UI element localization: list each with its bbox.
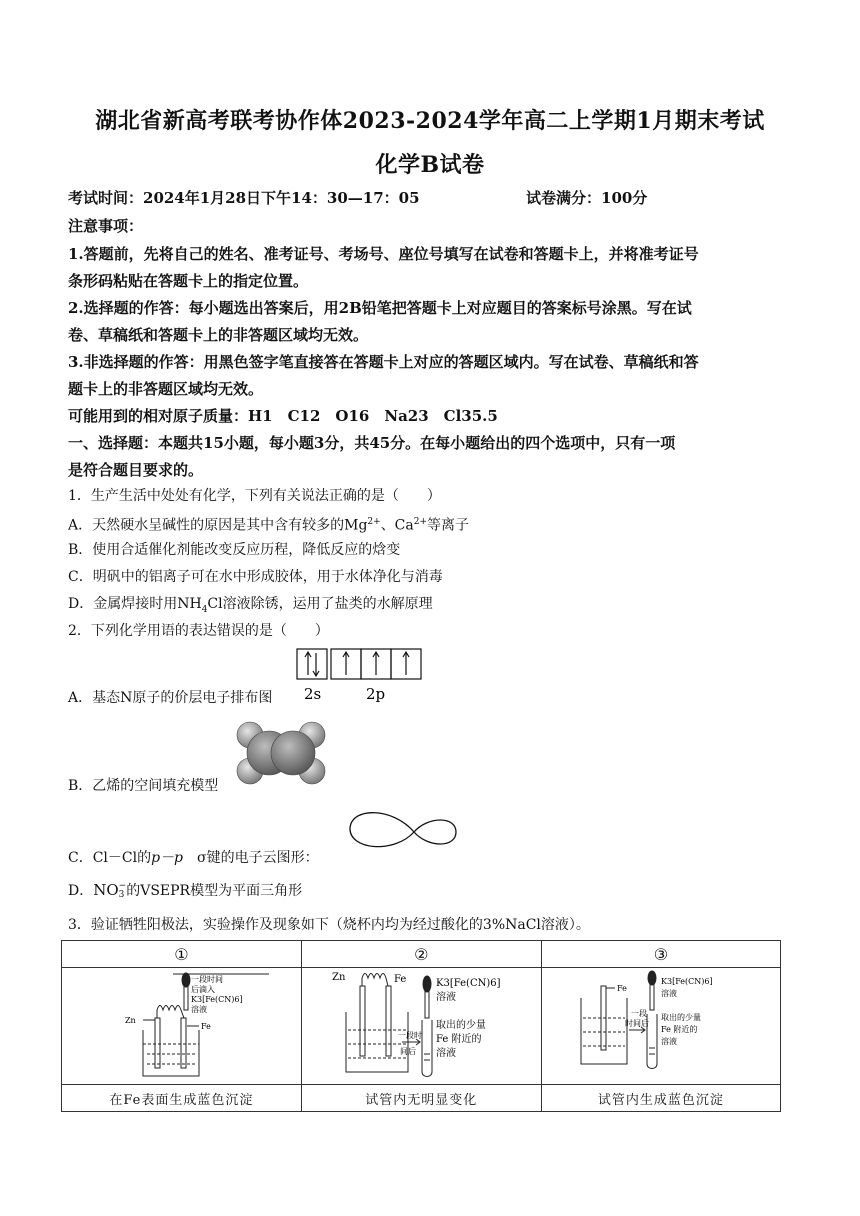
svg-text:溶液: 溶液 xyxy=(660,989,677,998)
svg-text:间后: 间后 xyxy=(400,1047,417,1056)
full-score: 试卷满分：100分 xyxy=(526,189,648,207)
svg-text:取出的少量: 取出的少量 xyxy=(436,1020,487,1031)
exam-title: 湖北省新高考联考协作体2023-2024学年高二上学期1月期末考试 xyxy=(95,108,765,134)
q2-stem: 2．下列化学用语的表达错误的是（ ） xyxy=(68,623,329,639)
experiment-3-apparatus xyxy=(571,968,751,1080)
orbital-diagram xyxy=(296,648,426,704)
svg-text:取出的少量: 取出的少量 xyxy=(660,1013,701,1022)
note-1-line-1: 1.答题前，先将自己的姓名、准考证号、考场号、座位号填写在试卷和答题卡上，并将准考证号 xyxy=(68,245,699,263)
svg-text:后滴入: 后滴入 xyxy=(191,985,216,994)
svg-text:溶液: 溶液 xyxy=(436,992,457,1003)
q2-option-c: C．Cl－Cl的p－p σ键的电子云图形： xyxy=(68,850,319,866)
q2-option-a: A．基态N原子的价层电子排布图 xyxy=(68,690,273,706)
experiment-2-apparatus xyxy=(316,968,526,1080)
q2-option-d: D．NO − 3 的VSEPR模型为平面三角形 xyxy=(68,881,303,900)
svg-text:Zn: Zn xyxy=(332,972,346,983)
notes-heading: 注意事项： xyxy=(68,217,144,235)
q2-option-b: B．乙烯的空间填充模型 xyxy=(68,778,219,794)
note-2-line-2: 卷、草稿纸和答题卡上的非答题区域均无效。 xyxy=(68,326,369,344)
svg-text:Fe: Fe xyxy=(616,984,627,993)
experiment-col-3: ③ xyxy=(541,941,780,968)
svg-text:Fe 附近的: Fe 附近的 xyxy=(660,1025,698,1034)
note-2-line-1: 2.选择题的作答：每小题选出答案后，用2B铅笔把答题卡上对应题目的答案标号涂黑。写在试 xyxy=(68,299,692,317)
section-1-line-1: 一、选择题：本题共15小题，每小题3分，共45分。在每小题给出的四个选项中，只有一项 xyxy=(68,434,676,452)
note-3-line-2: 题卡上的非答题区域均无效。 xyxy=(68,380,264,398)
ethylene-model xyxy=(232,718,330,788)
svg-text:溶液: 溶液 xyxy=(191,1005,208,1014)
p-p-sigma-orbital xyxy=(344,806,462,858)
q1-option-d: D．金属焊接时用$NH_4Cl$溶液除锈，运用了盐类的水解原理 xyxy=(68,596,433,615)
svg-text:K3[Fe(CN)6]: K3[Fe(CN)6] xyxy=(660,977,713,986)
svg-text:K3[Fe(CN)6]: K3[Fe(CN)6] xyxy=(436,978,501,989)
orbital-2p-label: 2p xyxy=(366,685,386,703)
svg-text:Fe 附近的: Fe 附近的 xyxy=(436,1034,482,1045)
svg-text:Zn: Zn xyxy=(125,1016,137,1025)
svg-text:一段时间: 一段时间 xyxy=(191,975,224,984)
atomic-mass: 可能用到的相对原子质量：H1 C12 O16 Na23 Cl35.5 xyxy=(68,407,498,425)
experiment-table xyxy=(61,940,781,1112)
experiment-col-1: ① xyxy=(62,941,302,968)
experiment-3-result: 试管内生成蓝色沉淀 xyxy=(541,1085,780,1112)
q3-stem: 3．验证牺牲阳极法，实验操作及现象如下（烧杯内均为经过酸化的3%NaCl溶液）。 xyxy=(68,917,590,933)
note-3-line-1: 3.非选择题的作答：用黑色签字笔直接答在答题卡上对应的答题区域内。写在试卷、草稿纸和答 xyxy=(68,353,699,371)
svg-text:Fe: Fe xyxy=(201,1022,212,1031)
experiment-1-apparatus xyxy=(81,968,281,1080)
svg-text:K3[Fe(CN)6]: K3[Fe(CN)6] xyxy=(191,995,243,1004)
experiment-col-2: ② xyxy=(301,941,541,968)
svg-text:一段: 一段 xyxy=(630,1009,647,1018)
experiment-2-result: 试管内无明显变化 xyxy=(301,1085,541,1112)
svg-text:Fe: Fe xyxy=(394,974,407,985)
q1-option-a: A．天然硬水呈碱性的原因是其中含有较多的$Mg^{2+}$、$Ca^{2+}$等离子 xyxy=(68,517,470,534)
orbital-2s-label: 2s xyxy=(304,685,322,703)
section-1-line-2: 是符合题目要求的。 xyxy=(68,461,204,479)
experiment-1-result: 在Fe表面生成蓝色沉淀 xyxy=(62,1085,302,1112)
svg-text:时间后: 时间后 xyxy=(624,1019,649,1028)
svg-text:溶液: 溶液 xyxy=(436,1048,457,1059)
exam-time: 考试时间：2024年1月28日下午14：30—17：05 xyxy=(68,189,420,207)
q1-option-b: B．使用合适催化剂能改变反应历程，降低反应的焓变 xyxy=(68,542,401,558)
q1-stem: 1．生产生活中处处有化学，下列有关说法正确的是（ ） xyxy=(68,488,441,504)
svg-text:一段时: 一段时 xyxy=(398,1031,423,1040)
q1-option-c: C．明矾中的铝离子可在水中形成胶体，用于水体净化与消毒 xyxy=(68,569,443,585)
exam-subtitle: 化学B试卷 xyxy=(375,152,485,178)
svg-text:溶液: 溶液 xyxy=(660,1037,677,1046)
note-1-line-2: 条形码粘贴在答题卡上的指定位置。 xyxy=(68,272,309,290)
